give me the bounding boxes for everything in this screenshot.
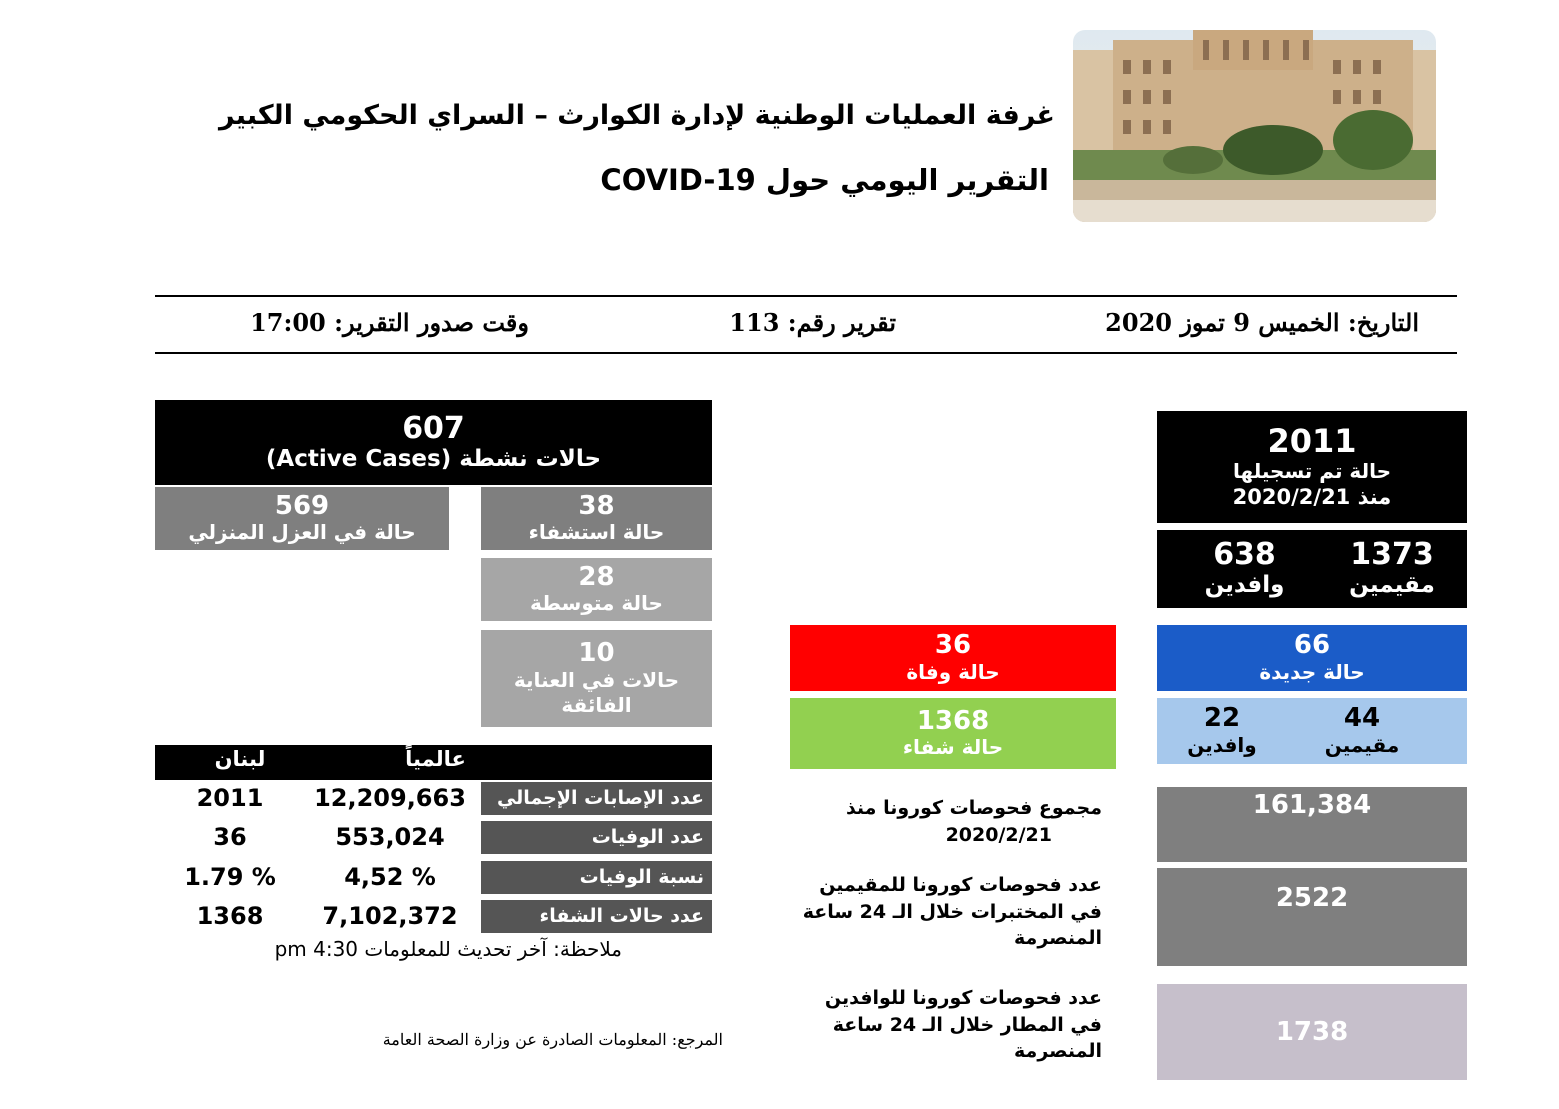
recovered-box bbox=[790, 698, 1116, 769]
tests-residents-label-line3: المنصرمة bbox=[1014, 927, 1102, 950]
total-arrivals-label: وافدين bbox=[1204, 572, 1285, 599]
new-arrivals-label: وافدين bbox=[1187, 732, 1257, 757]
total-residents-label: مقيمين bbox=[1349, 572, 1435, 599]
icu-label: حالات في العناية الفائقة bbox=[513, 667, 680, 717]
home-isolation-box bbox=[155, 487, 449, 550]
tests-arrivals-label-line1: عدد فحوصات كورونا للوافدين bbox=[824, 987, 1102, 1009]
lebanon-death-rate: 1.79 % bbox=[184, 863, 276, 891]
total-residents bbox=[1317, 530, 1467, 608]
tests-total-label-line2: 2020/2/21 bbox=[945, 823, 1052, 846]
total-residents-value: 1373 bbox=[1350, 537, 1434, 573]
hospitalized-value: 38 bbox=[578, 490, 615, 521]
total-cases-label: حالة تم تسجيلها bbox=[1233, 458, 1391, 483]
icu-box bbox=[481, 630, 712, 727]
tests-residents-value: 2522 bbox=[1275, 883, 1349, 913]
tests-total-value: 161,384 bbox=[1252, 790, 1372, 820]
new-residents bbox=[1297, 698, 1427, 764]
new-residents-value: 44 bbox=[1343, 703, 1381, 734]
world-death-rate: 4,52 % bbox=[344, 863, 436, 891]
report-number: تقرير رقم: 113 bbox=[729, 308, 896, 337]
update-note: ملاحظة: آخر تحديث للمعلومات 4:30 pm bbox=[274, 937, 622, 961]
header-subtitle: التقرير اليومي حول COVID-19 bbox=[600, 163, 1049, 197]
active-cases-value: 607 bbox=[402, 410, 465, 446]
tests-arrivals-label-line3: المنصرمة bbox=[1014, 1040, 1102, 1063]
tests-residents-label-line2: في المختبرات خلال الـ 24 ساعة bbox=[802, 900, 1102, 923]
world-recoveries: 7,102,372 bbox=[322, 902, 458, 930]
tests-arrivals-value: 1738 bbox=[1275, 1016, 1349, 1047]
hospitalized-box bbox=[481, 487, 712, 550]
active-cases-label: حالات نشطة (Active Cases) bbox=[265, 445, 602, 472]
row-label-recoveries: عدد حالات الشفاء bbox=[481, 900, 712, 933]
tests-total-label bbox=[802, 795, 1102, 848]
tests-arrivals-label bbox=[772, 985, 1102, 1065]
hospitalized-label: حالة استشفاء bbox=[528, 520, 665, 545]
deaths-box bbox=[790, 625, 1116, 691]
row-label-death-rate: نسبة الوفيات bbox=[481, 861, 712, 894]
comparison-header bbox=[155, 745, 712, 780]
total-arrivals-value: 638 bbox=[1213, 537, 1276, 573]
report-issue-time: وقت صدور التقرير: 17:00 bbox=[250, 308, 529, 337]
tests-residents-label bbox=[772, 872, 1102, 952]
lebanon-deaths: 36 bbox=[213, 823, 247, 851]
tests-arrivals-box bbox=[1157, 984, 1467, 1080]
tests-arrivals-label-line2: في المطار خلال الـ 24 ساعة bbox=[832, 1013, 1102, 1036]
moderate-value: 28 bbox=[578, 561, 615, 592]
total-cases-box bbox=[1157, 411, 1467, 523]
new-cases-split-box bbox=[1157, 698, 1467, 764]
moderate-label: حالة متوسطة bbox=[530, 591, 663, 616]
lebanon-recoveries: 1368 bbox=[196, 902, 264, 930]
col-lebanon: لبنان bbox=[214, 747, 266, 771]
deaths-label: حالة وفاة bbox=[906, 659, 1000, 684]
tests-total-box bbox=[1157, 787, 1467, 862]
tests-residents-box bbox=[1157, 868, 1467, 966]
total-split-box bbox=[1157, 530, 1467, 608]
header-title: غرفة العمليات الوطنية لإدارة الكوارث – السراي الحكومي الكبير bbox=[219, 100, 1055, 131]
recovered-value: 1368 bbox=[916, 705, 990, 736]
divider-bottom bbox=[155, 352, 1457, 354]
new-cases-box bbox=[1157, 625, 1467, 691]
total-cases-value: 2011 bbox=[1267, 421, 1357, 460]
col-world: عالمياً bbox=[405, 747, 466, 771]
deaths-value: 36 bbox=[934, 630, 972, 661]
home-isolation-value: 569 bbox=[274, 490, 330, 521]
new-arrivals bbox=[1167, 698, 1277, 764]
new-cases-label: حالة جديدة bbox=[1259, 659, 1365, 684]
world-deaths: 553,024 bbox=[335, 823, 445, 851]
lebanon-total-infections: 2011 bbox=[196, 784, 264, 812]
world-total-infections: 12,209,663 bbox=[314, 784, 466, 812]
new-residents-label: مقيمين bbox=[1324, 732, 1400, 757]
recovered-label: حالة شفاء bbox=[902, 735, 1004, 760]
total-arrivals bbox=[1172, 530, 1317, 608]
row-label-deaths: عدد الوفيات bbox=[481, 821, 712, 854]
icu-value: 10 bbox=[578, 638, 615, 669]
moderate-box bbox=[481, 558, 712, 621]
new-cases-value: 66 bbox=[1293, 630, 1331, 661]
tests-residents-label-line1: عدد فحوصات كورونا للمقيمين bbox=[819, 874, 1102, 896]
tests-total-label-line1: مجموع فحوصات كورونا منذ bbox=[845, 797, 1102, 819]
active-cases-box bbox=[155, 400, 712, 485]
report-date: التاريخ: الخميس 9 تموز 2020 bbox=[1105, 308, 1419, 337]
divider-top bbox=[155, 295, 1457, 297]
new-arrivals-value: 22 bbox=[1203, 703, 1241, 734]
home-isolation-label: حالة في العزل المنزلي bbox=[188, 520, 416, 545]
total-cases-since: منذ 2020/2/21 bbox=[1232, 484, 1392, 509]
row-label-total-infections: عدد الإصابات الإجمالي bbox=[481, 782, 712, 815]
source-reference: المرجع: المعلومات الصادرة عن وزارة الصحة العامة bbox=[382, 1030, 723, 1049]
grand-serail-photo bbox=[1073, 30, 1436, 222]
